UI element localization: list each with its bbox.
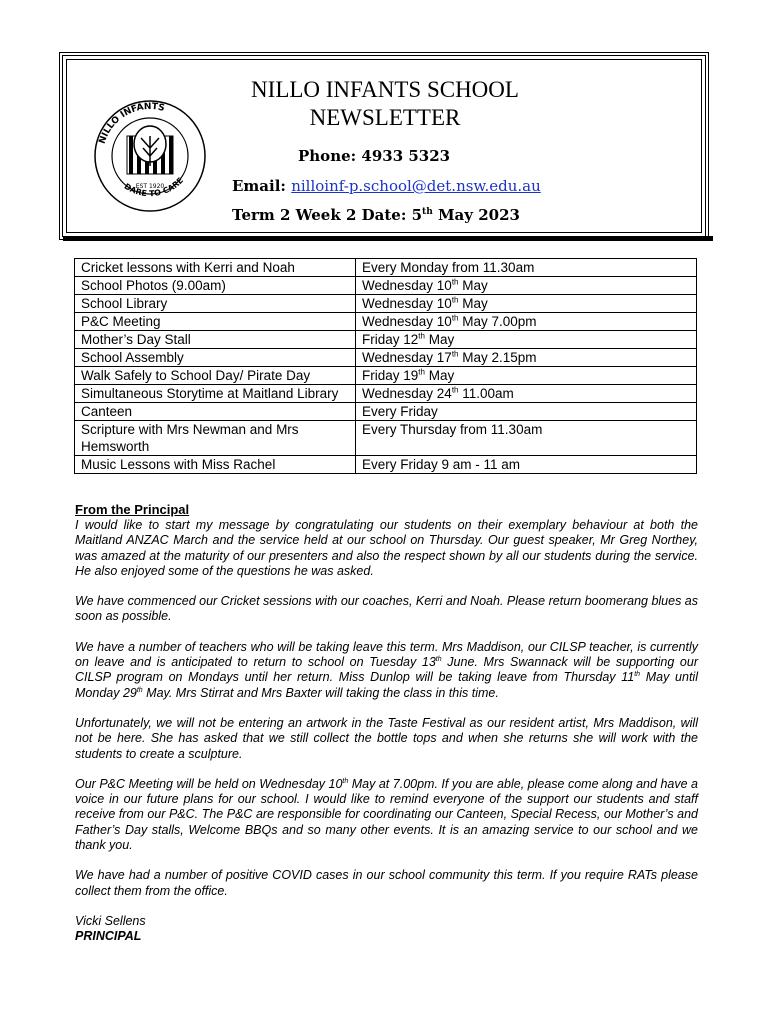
- principal-section: [75, 502, 698, 945]
- event-when: Wednesday 17th May 2.15pm: [356, 349, 697, 367]
- event-name: P&C Meeting: [75, 313, 356, 331]
- event-name: Walk Safely to School Day/ Pirate Day: [75, 367, 356, 385]
- event-name: Mother’s Day Stall: [75, 331, 356, 349]
- event-name: School Library: [75, 295, 356, 313]
- event-when: Wednesday 10th May 7.00pm: [356, 313, 697, 331]
- event-when: Wednesday 10th May: [356, 295, 697, 313]
- newsletter-title-line2: NEWSLETTER: [309, 105, 461, 130]
- event-when: Wednesday 24th 11.00am: [356, 385, 697, 403]
- signature-name: Vicki Sellens: [75, 913, 146, 928]
- newsletter-title-line1: NILLO INFANTS SCHOOL: [251, 77, 519, 102]
- event-when: Every Friday: [356, 403, 697, 421]
- event-row: [75, 403, 697, 421]
- term-date: Term 2 Week 2 Date: 5th May 2023: [232, 206, 520, 224]
- logo-text-top-left: NILLO INFANTS: [97, 101, 166, 146]
- principal-paragraph-5: Our P&C Meeting will be held on Wednesday 10th May at 7.00pm. If you are able, please come along and have a voice in our future plans for our school. I would like to remind everyone of the support our students and staff receive from our P&C. The P&C are responsible for coordinating our Canteen, Special Recess, our Mother’s and Father’s Day stalls, Welcome BBQs and so many other events. It is an amazing service to our school and we thank you.: [75, 776, 699, 853]
- logo-text-bottom: DARE TO CARE: [122, 175, 186, 199]
- signature-title: PRINCIPAL: [75, 929, 142, 944]
- event-when: Friday 19th May: [356, 367, 697, 385]
- principal-paragraph-4: Unfortunately, we will not be entering an artwork in the Taste Festival as our resident artist, Mrs Maddison, will not be here. She has asked that we still collect the bottle tops and when she returns she will work with the students to create a sculpture.: [75, 715, 698, 761]
- email-link[interactable]: nilloinf-p.school@det.nsw.edu.au: [291, 177, 541, 195]
- event-row: [75, 277, 697, 295]
- principal-paragraph-3: We have a number of teachers who will be taking leave this term. Mrs Maddison, our CILSP teacher, is currently on leave and is anticipated to return to school on Tuesday 13th June. Mrs Swannack will be supporting our CILSP program on Mondays until her return. Miss Dunlop will be taking leave from Thursday 11th May until Monday 29th May. Mrs Stirrat and Mrs Baxter will taking the class in this time.: [75, 639, 698, 700]
- phone: Phone: 4933 5323: [298, 147, 451, 165]
- principal-heading: From the Principal: [75, 502, 190, 517]
- logo-est: EST 1920: [135, 183, 165, 190]
- email-label: Email:: [232, 177, 292, 195]
- event-name: Cricket lessons with Kerri and Noah: [75, 259, 356, 277]
- header-shadow: [63, 236, 713, 241]
- event-name: Scripture with Mrs Newman and Mrs Hemsworth: [75, 421, 356, 456]
- event-row: [75, 331, 697, 349]
- event-name: School Assembly: [75, 349, 356, 367]
- principal-paragraph-1: I would like to start my message by congratulating our students on their exemplary behaviour at both the Maitland ANZAC March and the service held at our school on Thursday. Our guest speaker, Mr Greg Northey, was amazed at the maturity of our presenters and also the respect shown by all our students during the service. He also enjoyed some of the questions he was asked.: [75, 518, 698, 578]
- event-row: [75, 349, 697, 367]
- event-when: Every Friday 9 am - 11 am: [356, 456, 697, 474]
- event-name: School Photos (9.00am): [75, 277, 356, 295]
- principal-paragraph-2: We have commenced our Cricket sessions with our coaches, Kerri and Noah. Please return boomerang blues as soon as possible.: [75, 594, 698, 624]
- event-when: Wednesday 10th May: [356, 277, 697, 295]
- event-name: Music Lessons with Miss Rachel: [75, 456, 356, 474]
- events-table: [74, 258, 697, 474]
- event-row: [75, 456, 697, 474]
- event-name: Simultaneous Storytime at Maitland Library: [75, 385, 356, 403]
- event-when: Every Monday from 11.30am: [356, 259, 697, 277]
- event-name: Canteen: [75, 403, 356, 421]
- principal-paragraph-6: We have had a number of positive COVID cases in our school community this term. If you require RATs please collect them from the office.: [75, 868, 698, 898]
- event-when: Friday 12th May: [356, 331, 697, 349]
- event-row: [75, 421, 697, 456]
- event-when: Every Thursday from 11.30am: [356, 421, 697, 456]
- event-row: [75, 367, 697, 385]
- event-row: [75, 295, 697, 313]
- event-row: [75, 259, 697, 277]
- email-line: [232, 177, 541, 195]
- event-row: [75, 313, 697, 331]
- event-row: [75, 385, 697, 403]
